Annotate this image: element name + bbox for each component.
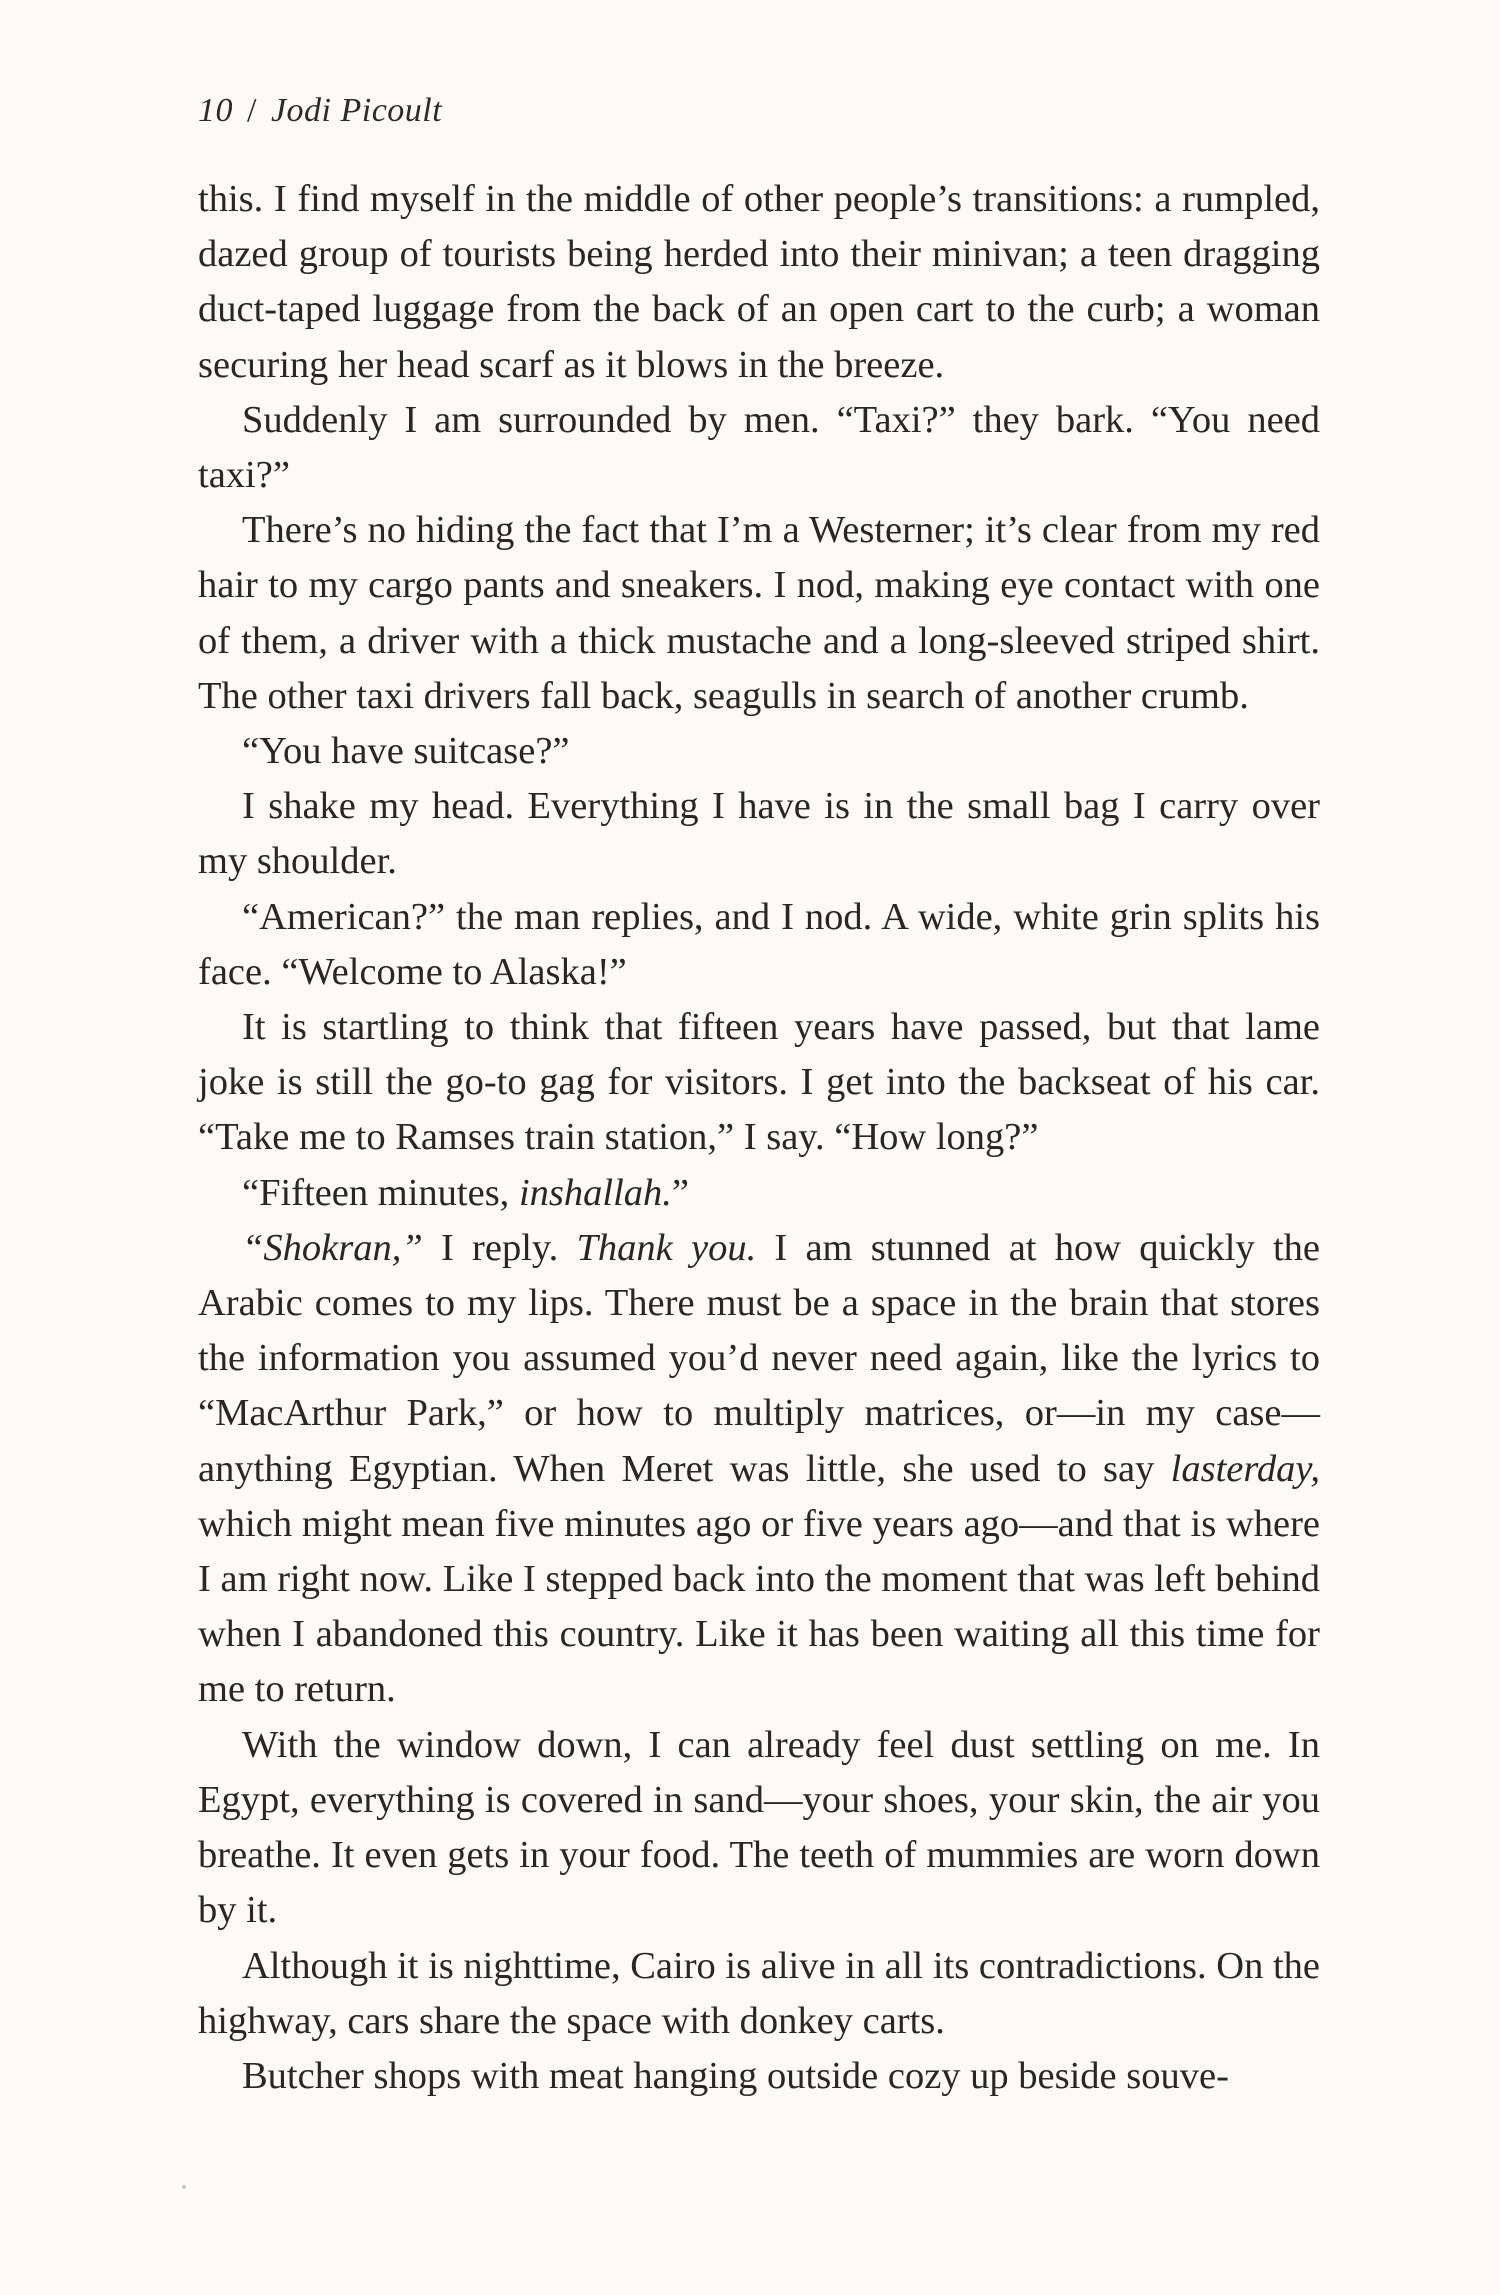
author-name: Jodi Picoult [270,92,443,129]
paragraph: “You have suitcase?” [242,730,570,773]
italic-text: inshallah. [518,1171,672,1214]
header-separator: / [247,92,257,129]
paragraph: With the window down, I can already feel dust settling on me. In Egypt, everything is covered in sand—your shoes, your skin, the air you breathe. It even gets in your food. The teeth of mummies are worn down by it. [198,1723,1320,1932]
page-number: 10 [198,92,233,129]
italic-text: Thank you. [576,1226,757,1269]
italic-text: lasterday, [1170,1447,1320,1490]
paragraph-text: I reply. [422,1226,577,1269]
paragraph: It is startling to think that fifteen years have passed, but that lame joke is still the go-to gag for visitors. I get into the backseat of his car. “Take me to Ramses train station,” I say. “How long?” [198,1006,1320,1159]
paragraph-text: which might mean five minutes ago or five years ago—and that is where I am right now. Like I stepped back into the moment that was left behind when I abandoned this country. Like it has been waiting all this time for me to return. [198,1502,1320,1711]
paragraph: Although it is nighttime, Cairo is alive in all its contradictions. On the highway, cars share the space with donkey carts. [198,1944,1320,2042]
page-speck [182,2185,186,2189]
paragraph: I shake my head. Everything I have is in the small bag I carry over my shoulder. [198,785,1320,883]
paragraph-text: “Fifteen minutes, [242,1171,519,1214]
body-text [198,172,1320,2104]
running-head [198,92,442,130]
paragraph-text: ” [671,1171,689,1214]
italic-text: “Shokran,” [242,1226,423,1269]
paragraph [198,1166,1320,1221]
paragraph: this. I find myself in the middle of other people’s transitions: a rumpled, dazed group of tourists being herded into their minivan; a teen dragging duct-taped luggage from the back of an open cart to the curb; a woman securing her head scarf as it blows in the breeze. [198,178,1320,386]
paragraph: Suddenly I am surrounded by men. “Taxi?” they bark. “You need taxi?” [198,398,1320,497]
paragraph [198,1221,1320,1718]
paragraph: Butcher shops with meat hanging outside cozy up beside souve- [242,2054,1229,2097]
paragraph-text: I am stunned at how quickly the Arabic comes to my lips. There must be a space in the brain that stores the information you assumed you’d never need again, like the lyrics to “MacArthur Park,” or how to multiply matrices, or—in my case—anything Egyptian. When Meret was little, she used to say [198,1226,1320,1490]
paragraph: There’s no hiding the fact that I’m a Westerner; it’s clear from my red hair to my cargo pants and sneakers. I nod, making eye contact with one of them, a driver with a thick mustache and a long-sleeved striped shirt. The other taxi drivers fall back, seagulls in search of another crumb. [198,509,1320,717]
paragraph: “American?” the man replies, and I nod. A wide, white grin splits his face. “Welcome to Alaska!” [198,895,1320,993]
